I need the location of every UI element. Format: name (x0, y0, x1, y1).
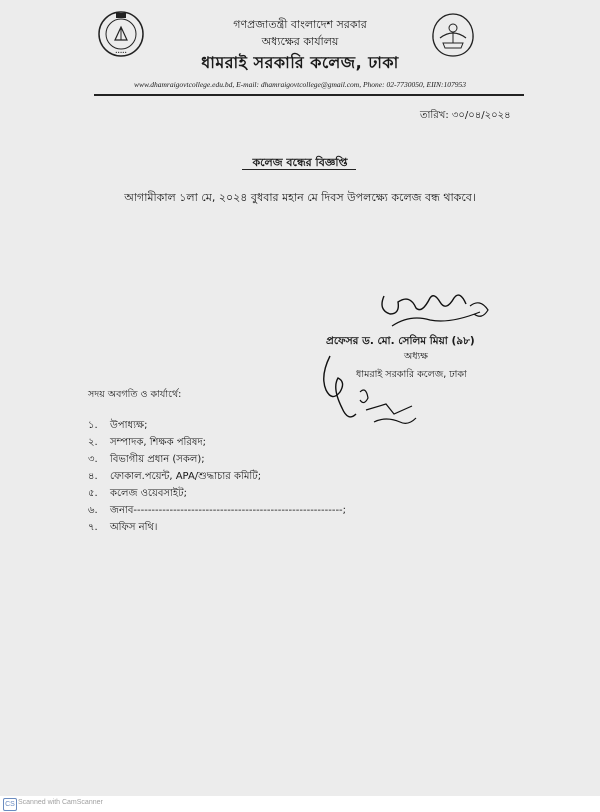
distribution-list (88, 417, 346, 536)
government-name: গণপ্রজাতন্ত্রী বাংলাদেশ সরকার (233, 18, 367, 31)
government-emblem-icon (428, 10, 478, 60)
notice-body: আগামীকাল ১লা মে, ২০২৪ বুধবার মহান মে দিবস উপলক্ষ্যে কলেজ বন্ধ থাকবে। (124, 191, 476, 204)
signatory-name: প্রফেসর ড. মো. সেলিম মিয়া (৯৮) (326, 335, 475, 347)
list-item: ৫. কলেজ ওয়েবসাইট; (88, 488, 187, 499)
distribution-heading: সদয় অবগতি ও কার্যার্থে: (88, 389, 182, 400)
signatory-college: ধামরাই সরকারি কলেজ, ঢাকা (356, 369, 467, 380)
signature-scribble-icon (370, 284, 500, 334)
camscanner-logo-icon: CS (3, 798, 17, 811)
subject-underline (242, 169, 356, 170)
notice-subject: কলেজ বন্ধের বিজ্ঞপ্তি (252, 156, 348, 169)
office-name: অধ্যক্ষের কার্যালয় (261, 35, 339, 48)
list-item: ১. উপাধ্যক্ষ; (88, 420, 148, 431)
scanner-watermark: Scanned with CamScanner (18, 799, 103, 806)
college-name: ধামরাই সরকারি কলেজ, ঢাকা (201, 53, 399, 72)
signatory-title: অধ্যক্ষ (404, 351, 429, 362)
scanner-footer (0, 796, 600, 812)
svg-text:•••••: ••••• (115, 50, 127, 55)
notice-date: তারিখ: ৩০/০৪/২০২৪ (420, 110, 511, 121)
list-item: ৪. ফোকাল.পয়েন্ট, APA/শুদ্ধাচার কমিটি; (88, 471, 262, 482)
list-item: ৭. অফিস নথি। (88, 522, 158, 533)
list-item: ৩. বিভাগীয় প্রধান (সকল); (88, 454, 205, 465)
letterhead (0, 0, 600, 100)
list-item: ২. সম্পাদক, শিক্ষক পরিষদ; (88, 437, 207, 448)
contact-info: www.dhamraigovtcollege.edu.bd, E-mail: dhamraigovtcollege@gmail.com, Phone: 02-7730050, EIIN:107953 (133, 80, 467, 89)
header-divider (94, 94, 524, 96)
list-item: ৬. জনাব----------------------------------------------------------; (88, 505, 347, 516)
